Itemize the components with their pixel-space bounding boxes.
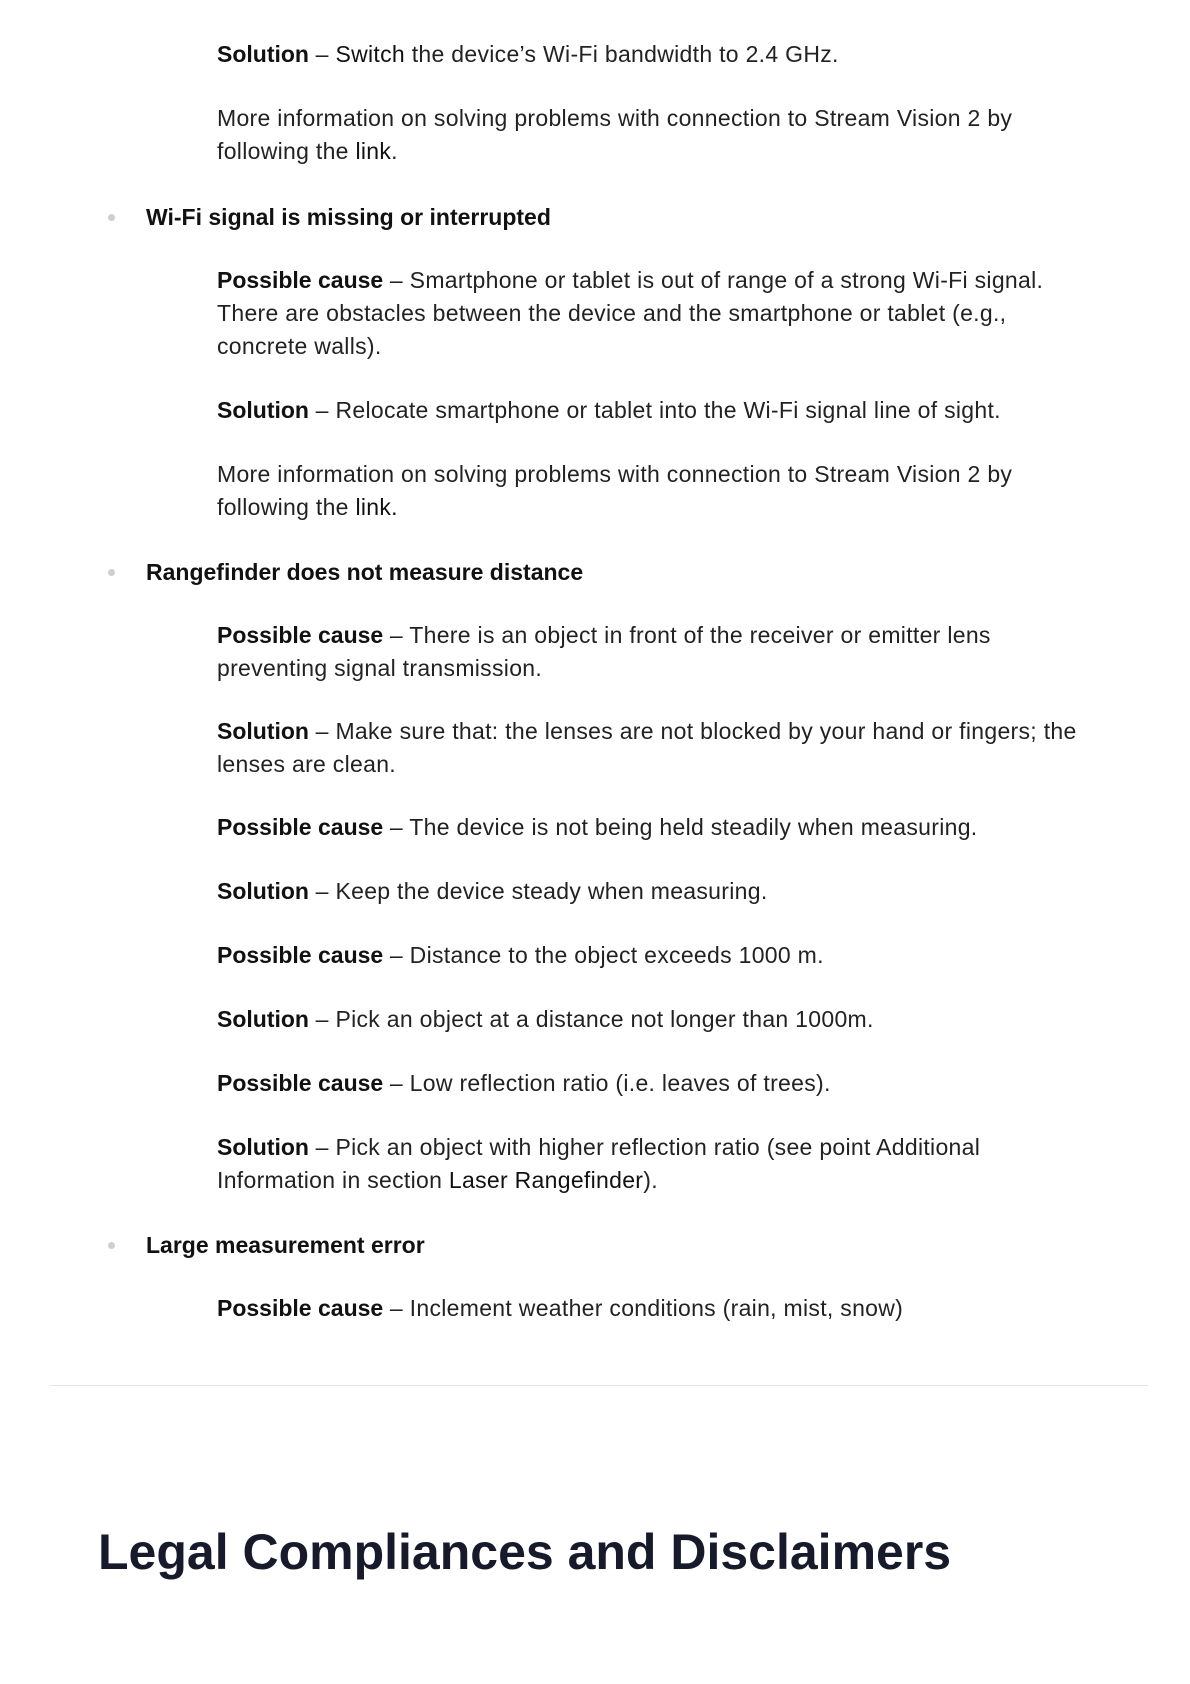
cause-distance: Possible cause – Distance to the object exceeds 1000 m. (217, 942, 824, 968)
cause-wifi-range: Possible cause – Smartphone or tablet is out of range of a strong Wi-Fi signal. There are obstacles between the device and the smartphone or tablet (e.g., concrete walls). (217, 267, 1044, 359)
solution-keep-steady: Solution – Keep the device steady when measuring. (217, 878, 768, 904)
laser-rangefinder-link[interactable]: Laser Rangefinder (448, 1167, 644, 1193)
solution-relocate: Solution – Relocate smartphone or tablet into the Wi-Fi signal line of sight. (217, 397, 1001, 423)
solution-pick-closer: Solution – Pick an object at a distance not longer than 1000m. (217, 1006, 874, 1032)
solution-label: Solution (217, 1134, 309, 1160)
switch-link[interactable]: Switch (335, 41, 406, 67)
manual-page: Solution – Switch the device’s Wi-Fi bandwidth to 2.4 GHz. More information on solving problems with connection to Stream Vision 2 by following the link. Wi-Fi signal is missing or interrupted Possible cause – Smartphone or tablet is out of range of a strong Wi-Fi signal. There are obstacles between the device and the smartphone or tablet (e.g., concrete walls). Solution – Relocate smartphone or tablet into the Wi-Fi signal line of sight. More information on solving problems with connection to Stream Vision 2 by following the link. Rangefinder does not measure distance Possible cause – There is an object in front of the receiver or emitter lens preventing signal transmission. Solution – Make sure that: the lenses are not blocked by your hand or fingers; the lenses are clean. Possible cause – The device is not being held steadily when measuring. Solution – Keep the device steady when measuring. Possible cause – Distance to the object exceeds 1000 m. Solution – Pick an object at a distance not longer than 1000m. Possible cause – Low reflection ratio (i.e. leaves of trees). Solution – Pick an object with higher reflection ratio (see point Additional Information in section Laser Rangefinder). Large measurement error Possible cause – Inclement weather conditions (rain, mist, snow) Legal Compliances and Disclaimers (0, 0, 1190, 1684)
solution-switch-bandwidth: Solution – Switch the device’s Wi-Fi bandwidth to 2.4 GHz. (217, 41, 839, 67)
possible-cause-label: Possible cause (217, 1295, 384, 1321)
solution-higher-reflection: Solution – Pick an object with higher reflection ratio (see point Additional Information in section Laser Rangefinder). (217, 1134, 981, 1193)
cause-weather: Possible cause – Inclement weather conditions (rain, mist, snow) (217, 1295, 904, 1321)
possible-cause-label: Possible cause (217, 267, 384, 293)
section-divider (50, 1385, 1148, 1386)
solution-label: Solution (217, 878, 309, 904)
cause-low-reflection: Possible cause – Low reflection ratio (i.e. leaves of trees). (217, 1070, 831, 1096)
cause-object-in-front: Possible cause – There is an object in front of the receiver or emitter lens preventing signal transmission. (217, 622, 991, 681)
solution-label: Solution (217, 718, 309, 744)
section-heading: Legal Compliances and Disclaimers (98, 1524, 952, 1580)
more-info-paragraph: More information on solving problems with connection to Stream Vision 2 by following the link. (217, 105, 1013, 164)
solution-label: Solution (217, 41, 309, 67)
possible-cause-label: Possible cause (217, 942, 384, 968)
more-info-link-2[interactable]: link. (355, 494, 398, 520)
solution-label: Solution (217, 397, 309, 423)
bullet-dot-icon (108, 1242, 115, 1249)
possible-cause-label: Possible cause (217, 814, 384, 840)
more-info-link[interactable]: link (355, 138, 392, 164)
cause-not-steady: Possible cause – The device is not being held steadily when measuring. (217, 814, 978, 840)
bullet-dot-icon (108, 214, 115, 221)
possible-cause-label: Possible cause (217, 1070, 384, 1096)
solution-label: Solution (217, 1006, 309, 1032)
solution-lenses: Solution – Make sure that: the lenses are not blocked by your hand or fingers; the lenses are clean. (217, 718, 1077, 777)
bullet-dot-icon (108, 569, 115, 576)
more-info-paragraph-2: More information on solving problems with connection to Stream Vision 2 by following the link. (217, 461, 1013, 520)
possible-cause-label: Possible cause (217, 622, 384, 648)
